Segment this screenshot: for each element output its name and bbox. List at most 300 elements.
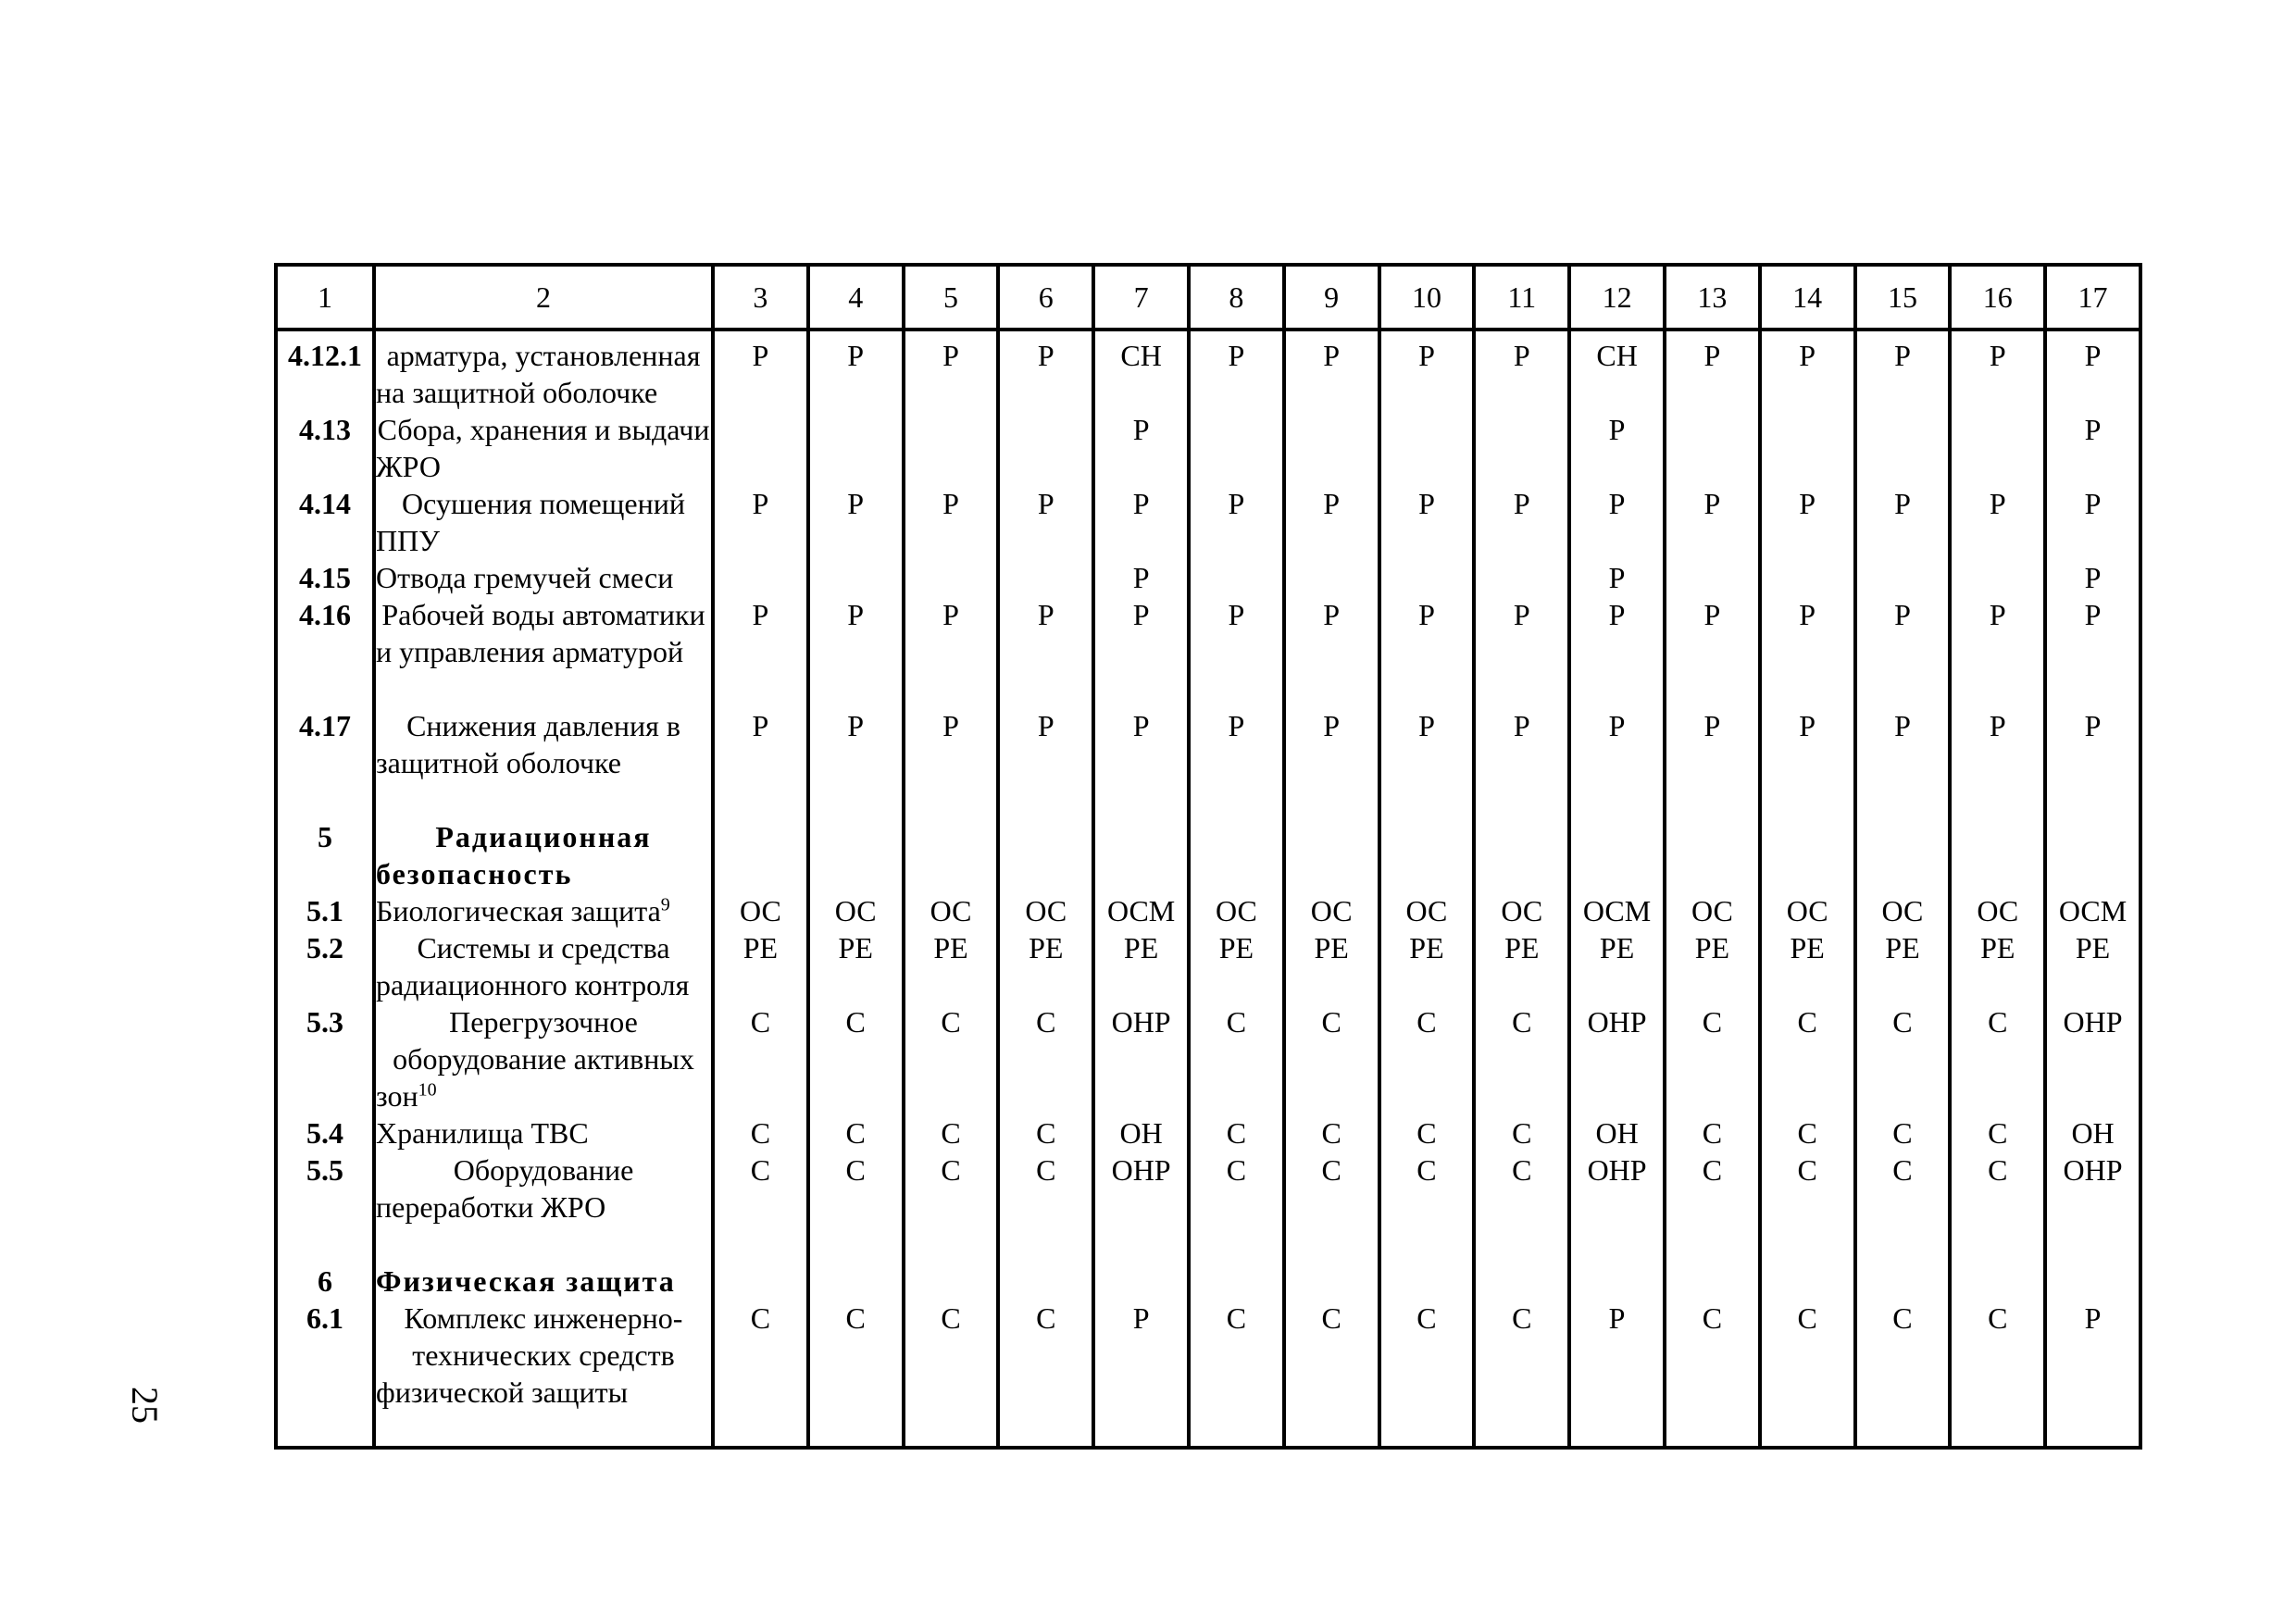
value-cell-col-8: С bbox=[1189, 1003, 1284, 1114]
value-cell-col-9: Р bbox=[1284, 330, 1379, 411]
value-cell-col-9: С bbox=[1284, 1114, 1379, 1151]
value-cell-col-17: ОНР bbox=[2045, 1003, 2140, 1114]
value-cell-col-8: Р bbox=[1189, 485, 1284, 559]
value-cell-col-9: С bbox=[1284, 1003, 1379, 1114]
value-cell-col-14: С bbox=[1760, 1114, 1855, 1151]
value-cell-col-11: С bbox=[1474, 1114, 1569, 1151]
row-number: 4.17 bbox=[276, 707, 374, 781]
value-cell-col-5 bbox=[904, 781, 999, 818]
value-cell-col-9: С bbox=[1284, 1300, 1379, 1448]
value-cell-col-15: С bbox=[1855, 1300, 1951, 1448]
value-cell-col-11: Р bbox=[1474, 596, 1569, 707]
value-cell-col-5 bbox=[904, 1263, 999, 1300]
value-cell-col-15: Р bbox=[1855, 707, 1951, 781]
value-cell-col-16: С bbox=[1950, 1003, 2045, 1114]
row-number: 4.13 bbox=[276, 411, 374, 485]
value-cell-col-9 bbox=[1284, 1263, 1379, 1300]
row-name-text: Отвода гремучей смеси bbox=[376, 561, 674, 594]
value-cell-col-5: С bbox=[904, 1114, 999, 1151]
value-cell-col-4 bbox=[808, 1226, 904, 1263]
row-number: 4.14 bbox=[276, 485, 374, 559]
value-cell-col-13 bbox=[1665, 781, 1760, 818]
row-number: 5.3 bbox=[276, 1003, 374, 1114]
value-cell-col-10: С bbox=[1379, 1300, 1475, 1448]
column-header-8: 8 bbox=[1189, 265, 1284, 330]
table-row bbox=[276, 559, 2140, 596]
value-cell-col-10: ОС bbox=[1379, 892, 1475, 929]
row-number bbox=[276, 1226, 374, 1263]
value-cell-col-12: СН bbox=[1569, 330, 1665, 411]
value-cell-col-8 bbox=[1189, 559, 1284, 596]
value-cell-col-17: Р bbox=[2045, 330, 2140, 411]
value-cell-col-11: С bbox=[1474, 1300, 1569, 1448]
column-header-6: 6 bbox=[998, 265, 1093, 330]
value-cell-col-16 bbox=[1950, 1226, 2045, 1263]
value-cell-col-7 bbox=[1093, 1263, 1189, 1300]
row-name-text: Комплекс инженерно-технических средств физической защиты bbox=[376, 1301, 683, 1409]
value-cell-col-15: Р bbox=[1855, 596, 1951, 707]
value-cell-col-3: Р bbox=[713, 330, 808, 411]
value-cell-col-15: РЕ bbox=[1855, 929, 1951, 1003]
column-header-11: 11 bbox=[1474, 265, 1569, 330]
value-cell-col-6 bbox=[998, 411, 1093, 485]
value-cell-col-10: Р bbox=[1379, 707, 1475, 781]
value-cell-col-4: Р bbox=[808, 330, 904, 411]
value-cell-col-5 bbox=[904, 411, 999, 485]
value-cell-col-9: Р bbox=[1284, 707, 1379, 781]
value-cell-col-10 bbox=[1379, 1226, 1475, 1263]
table-row bbox=[276, 818, 2140, 892]
value-cell-col-13 bbox=[1665, 1226, 1760, 1263]
value-cell-col-6 bbox=[998, 559, 1093, 596]
value-cell-col-9 bbox=[1284, 411, 1379, 485]
value-cell-col-9: Р bbox=[1284, 485, 1379, 559]
value-cell-col-5: С bbox=[904, 1003, 999, 1114]
value-cell-col-17 bbox=[2045, 1263, 2140, 1300]
column-header-3: 3 bbox=[713, 265, 808, 330]
value-cell-col-16: Р bbox=[1950, 485, 2045, 559]
row-name bbox=[374, 707, 713, 781]
value-cell-col-7: Р bbox=[1093, 596, 1189, 707]
row-name-text: Оборудование переработки ЖРО bbox=[376, 1153, 634, 1224]
value-cell-col-6 bbox=[998, 818, 1093, 892]
row-name bbox=[374, 559, 713, 596]
value-cell-col-14: С bbox=[1760, 1151, 1855, 1226]
value-cell-col-3: Р bbox=[713, 485, 808, 559]
value-cell-col-10: С bbox=[1379, 1003, 1475, 1114]
value-cell-col-13: С bbox=[1665, 1114, 1760, 1151]
table-row bbox=[276, 411, 2140, 485]
value-cell-col-11: С bbox=[1474, 1151, 1569, 1226]
value-cell-col-5 bbox=[904, 818, 999, 892]
row-name-text: Биологическая защита bbox=[376, 894, 661, 927]
value-cell-col-7 bbox=[1093, 818, 1189, 892]
value-cell-col-14: Р bbox=[1760, 707, 1855, 781]
value-cell-col-7 bbox=[1093, 781, 1189, 818]
value-cell-col-10 bbox=[1379, 411, 1475, 485]
column-header-16: 16 bbox=[1950, 265, 2045, 330]
value-cell-col-12: Р bbox=[1569, 411, 1665, 485]
value-cell-col-12: Р bbox=[1569, 707, 1665, 781]
value-cell-col-4: С bbox=[808, 1300, 904, 1448]
value-cell-col-8: Р bbox=[1189, 596, 1284, 707]
row-name-text: Радиационная безопасность bbox=[376, 820, 652, 890]
footnote-mark: 10 bbox=[418, 1079, 437, 1101]
value-cell-col-7: ОНР bbox=[1093, 1151, 1189, 1226]
value-cell-col-7: Р bbox=[1093, 1300, 1189, 1448]
column-header-17: 17 bbox=[2045, 265, 2140, 330]
value-cell-col-3: С bbox=[713, 1151, 808, 1226]
value-cell-col-11 bbox=[1474, 1226, 1569, 1263]
value-cell-col-8: ОС bbox=[1189, 892, 1284, 929]
value-cell-col-14: С bbox=[1760, 1300, 1855, 1448]
value-cell-col-5: РЕ bbox=[904, 929, 999, 1003]
table-row bbox=[276, 892, 2140, 929]
row-name bbox=[374, 781, 713, 818]
value-cell-col-16: С bbox=[1950, 1151, 2045, 1226]
value-cell-col-17: Р bbox=[2045, 559, 2140, 596]
table-row bbox=[276, 1151, 2140, 1226]
row-name-text: арматура, установленная на защитной оболочке bbox=[376, 339, 701, 409]
value-cell-col-14 bbox=[1760, 781, 1855, 818]
value-cell-col-17 bbox=[2045, 1226, 2140, 1263]
value-cell-col-12 bbox=[1569, 781, 1665, 818]
value-cell-col-13: Р bbox=[1665, 596, 1760, 707]
value-cell-col-9: С bbox=[1284, 1151, 1379, 1226]
value-cell-col-17 bbox=[2045, 818, 2140, 892]
value-cell-col-5: Р bbox=[904, 330, 999, 411]
table-row bbox=[276, 1003, 2140, 1114]
row-name bbox=[374, 411, 713, 485]
value-cell-col-7: РЕ bbox=[1093, 929, 1189, 1003]
value-cell-col-9: РЕ bbox=[1284, 929, 1379, 1003]
value-cell-col-12 bbox=[1569, 818, 1665, 892]
table-row bbox=[276, 1114, 2140, 1151]
row-name-text: Осушения помещений ППУ bbox=[376, 487, 685, 557]
table-row bbox=[276, 330, 2140, 411]
value-cell-col-15 bbox=[1855, 1263, 1951, 1300]
value-cell-col-16: Р bbox=[1950, 596, 2045, 707]
row-name-text: Физическая защита bbox=[376, 1264, 676, 1298]
value-cell-col-3 bbox=[713, 559, 808, 596]
value-cell-col-13: Р bbox=[1665, 707, 1760, 781]
value-cell-col-15 bbox=[1855, 411, 1951, 485]
value-cell-col-8 bbox=[1189, 781, 1284, 818]
row-number: 4.15 bbox=[276, 559, 374, 596]
value-cell-col-10: С bbox=[1379, 1114, 1475, 1151]
table-row bbox=[276, 707, 2140, 781]
column-header-15: 15 bbox=[1855, 265, 1951, 330]
value-cell-col-8 bbox=[1189, 1226, 1284, 1263]
table-header-row bbox=[276, 265, 2140, 330]
value-cell-col-5: ОС bbox=[904, 892, 999, 929]
table-row bbox=[276, 781, 2140, 818]
row-name bbox=[374, 1300, 713, 1448]
value-cell-col-17: Р bbox=[2045, 707, 2140, 781]
value-cell-col-14: Р bbox=[1760, 330, 1855, 411]
value-cell-col-15: С bbox=[1855, 1114, 1951, 1151]
row-number bbox=[276, 781, 374, 818]
value-cell-col-14 bbox=[1760, 411, 1855, 485]
value-cell-col-12: Р bbox=[1569, 596, 1665, 707]
value-cell-col-16: С bbox=[1950, 1300, 2045, 1448]
value-cell-col-4 bbox=[808, 781, 904, 818]
row-name bbox=[374, 1226, 713, 1263]
value-cell-col-17: Р bbox=[2045, 411, 2140, 485]
value-cell-col-12: Р bbox=[1569, 1300, 1665, 1448]
value-cell-col-9 bbox=[1284, 781, 1379, 818]
value-cell-col-15: Р bbox=[1855, 485, 1951, 559]
row-number: 5.2 bbox=[276, 929, 374, 1003]
value-cell-col-14: Р bbox=[1760, 485, 1855, 559]
value-cell-col-11: ОС bbox=[1474, 892, 1569, 929]
value-cell-col-11 bbox=[1474, 781, 1569, 818]
table-row bbox=[276, 596, 2140, 707]
value-cell-col-11 bbox=[1474, 411, 1569, 485]
value-cell-col-4 bbox=[808, 818, 904, 892]
column-header-13: 13 bbox=[1665, 265, 1760, 330]
row-number: 6 bbox=[276, 1263, 374, 1300]
value-cell-col-6: С bbox=[998, 1300, 1093, 1448]
row-name bbox=[374, 892, 713, 929]
value-cell-col-6: Р bbox=[998, 330, 1093, 411]
value-cell-col-7: Р bbox=[1093, 559, 1189, 596]
value-cell-col-13 bbox=[1665, 1263, 1760, 1300]
row-number: 5.1 bbox=[276, 892, 374, 929]
value-cell-col-13 bbox=[1665, 411, 1760, 485]
value-cell-col-3 bbox=[713, 411, 808, 485]
column-header-5: 5 bbox=[904, 265, 999, 330]
value-cell-col-9 bbox=[1284, 1226, 1379, 1263]
value-cell-col-13: ОС bbox=[1665, 892, 1760, 929]
value-cell-col-17: Р bbox=[2045, 1300, 2140, 1448]
value-cell-col-16 bbox=[1950, 818, 2045, 892]
value-cell-col-15 bbox=[1855, 781, 1951, 818]
value-cell-col-13: Р bbox=[1665, 330, 1760, 411]
value-cell-col-11: С bbox=[1474, 1003, 1569, 1114]
value-cell-col-15 bbox=[1855, 818, 1951, 892]
value-cell-col-8: С bbox=[1189, 1151, 1284, 1226]
row-name-text: Хранилища ТВС bbox=[376, 1116, 589, 1150]
column-header-9: 9 bbox=[1284, 265, 1379, 330]
value-cell-col-11 bbox=[1474, 1263, 1569, 1300]
value-cell-col-6: ОС bbox=[998, 892, 1093, 929]
value-cell-col-6: С bbox=[998, 1003, 1093, 1114]
value-cell-col-10: Р bbox=[1379, 596, 1475, 707]
column-header-4: 4 bbox=[808, 265, 904, 330]
value-cell-col-3: Р bbox=[713, 707, 808, 781]
value-cell-col-6: Р bbox=[998, 596, 1093, 707]
row-name-text: Рабочей воды автоматики и управления арматурой bbox=[376, 598, 705, 668]
value-cell-col-7: Р bbox=[1093, 707, 1189, 781]
value-cell-col-9: ОС bbox=[1284, 892, 1379, 929]
table-row bbox=[276, 1226, 2140, 1263]
value-cell-col-3: РЕ bbox=[713, 929, 808, 1003]
value-cell-col-16 bbox=[1950, 411, 2045, 485]
value-cell-col-16: Р bbox=[1950, 330, 2045, 411]
value-cell-col-5: С bbox=[904, 1300, 999, 1448]
value-cell-col-5: С bbox=[904, 1151, 999, 1226]
value-cell-col-8: С bbox=[1189, 1114, 1284, 1151]
value-cell-col-15: С bbox=[1855, 1003, 1951, 1114]
value-cell-col-7: ОН bbox=[1093, 1114, 1189, 1151]
value-cell-col-7: СН bbox=[1093, 330, 1189, 411]
value-cell-col-15 bbox=[1855, 559, 1951, 596]
value-cell-col-11: РЕ bbox=[1474, 929, 1569, 1003]
column-header-2: 2 bbox=[374, 265, 713, 330]
value-cell-col-3: С bbox=[713, 1003, 808, 1114]
value-cell-col-11: Р bbox=[1474, 330, 1569, 411]
row-number: 4.12.1 bbox=[276, 330, 374, 411]
value-cell-col-6 bbox=[998, 1263, 1093, 1300]
row-name bbox=[374, 1151, 713, 1226]
row-number: 5.4 bbox=[276, 1114, 374, 1151]
row-number: 5 bbox=[276, 818, 374, 892]
value-cell-col-17: Р bbox=[2045, 596, 2140, 707]
value-cell-col-17: ОН bbox=[2045, 1114, 2140, 1151]
row-number: 5.5 bbox=[276, 1151, 374, 1226]
value-cell-col-12 bbox=[1569, 1226, 1665, 1263]
value-cell-col-11: Р bbox=[1474, 707, 1569, 781]
value-cell-col-8: С bbox=[1189, 1300, 1284, 1448]
value-cell-col-6: Р bbox=[998, 485, 1093, 559]
value-cell-col-10: Р bbox=[1379, 485, 1475, 559]
value-cell-col-15: ОС bbox=[1855, 892, 1951, 929]
value-cell-col-13: Р bbox=[1665, 485, 1760, 559]
value-cell-col-5: Р bbox=[904, 485, 999, 559]
value-cell-col-13: С bbox=[1665, 1003, 1760, 1114]
value-cell-col-5: Р bbox=[904, 707, 999, 781]
value-cell-col-10 bbox=[1379, 818, 1475, 892]
value-cell-col-12: Р bbox=[1569, 485, 1665, 559]
value-cell-col-12: ОН bbox=[1569, 1114, 1665, 1151]
table-body bbox=[276, 330, 2140, 1448]
value-cell-col-9 bbox=[1284, 818, 1379, 892]
row-name bbox=[374, 485, 713, 559]
value-cell-col-10 bbox=[1379, 781, 1475, 818]
value-cell-col-14 bbox=[1760, 559, 1855, 596]
row-name bbox=[374, 1114, 713, 1151]
value-cell-col-9 bbox=[1284, 559, 1379, 596]
value-cell-col-12: РЕ bbox=[1569, 929, 1665, 1003]
value-cell-col-17: Р bbox=[2045, 485, 2140, 559]
value-cell-col-12 bbox=[1569, 1263, 1665, 1300]
value-cell-col-8 bbox=[1189, 411, 1284, 485]
value-cell-col-17: РЕ bbox=[2045, 929, 2140, 1003]
value-cell-col-6 bbox=[998, 1226, 1093, 1263]
value-cell-col-13: РЕ bbox=[1665, 929, 1760, 1003]
value-cell-col-3 bbox=[713, 781, 808, 818]
column-header-10: 10 bbox=[1379, 265, 1475, 330]
page-number: 25 bbox=[124, 1387, 166, 1424]
value-cell-col-10: С bbox=[1379, 1151, 1475, 1226]
value-cell-col-3: С bbox=[713, 1300, 808, 1448]
value-cell-col-3 bbox=[713, 1263, 808, 1300]
value-cell-col-5 bbox=[904, 559, 999, 596]
table-row bbox=[276, 1263, 2140, 1300]
value-cell-col-13 bbox=[1665, 559, 1760, 596]
row-name bbox=[374, 330, 713, 411]
value-cell-col-14 bbox=[1760, 818, 1855, 892]
value-cell-col-4: РЕ bbox=[808, 929, 904, 1003]
value-cell-col-4: ОС bbox=[808, 892, 904, 929]
value-cell-col-16: РЕ bbox=[1950, 929, 2045, 1003]
value-cell-col-12: ОНР bbox=[1569, 1003, 1665, 1114]
row-name bbox=[374, 818, 713, 892]
row-name bbox=[374, 1263, 713, 1300]
value-cell-col-4: С bbox=[808, 1151, 904, 1226]
value-cell-col-8: РЕ bbox=[1189, 929, 1284, 1003]
value-cell-col-8: Р bbox=[1189, 330, 1284, 411]
column-header-14: 14 bbox=[1760, 265, 1855, 330]
value-cell-col-16 bbox=[1950, 1263, 2045, 1300]
value-cell-col-6: РЕ bbox=[998, 929, 1093, 1003]
value-cell-col-8: Р bbox=[1189, 707, 1284, 781]
value-cell-col-7: ОСМ bbox=[1093, 892, 1189, 929]
row-name-text: Снижения давления в защитной оболочке bbox=[376, 709, 680, 779]
value-cell-col-9: Р bbox=[1284, 596, 1379, 707]
value-cell-col-4: С bbox=[808, 1114, 904, 1151]
value-cell-col-6 bbox=[998, 781, 1093, 818]
value-cell-col-7 bbox=[1093, 1226, 1189, 1263]
value-cell-col-10 bbox=[1379, 559, 1475, 596]
value-cell-col-15 bbox=[1855, 1226, 1951, 1263]
value-cell-col-8 bbox=[1189, 1263, 1284, 1300]
column-header-7: 7 bbox=[1093, 265, 1189, 330]
requirements-table bbox=[274, 263, 2142, 1450]
value-cell-col-11 bbox=[1474, 818, 1569, 892]
row-name-text: Сбора, хранения и выдачи ЖРО bbox=[376, 413, 710, 483]
value-cell-col-15: С bbox=[1855, 1151, 1951, 1226]
value-cell-col-14 bbox=[1760, 1263, 1855, 1300]
value-cell-col-13: С bbox=[1665, 1151, 1760, 1226]
value-cell-col-11: Р bbox=[1474, 485, 1569, 559]
row-name-text: Системы и средства радиационного контроля bbox=[376, 931, 690, 1002]
row-number: 6.1 bbox=[276, 1300, 374, 1448]
value-cell-col-14: ОС bbox=[1760, 892, 1855, 929]
value-cell-col-13: С bbox=[1665, 1300, 1760, 1448]
value-cell-col-7: Р bbox=[1093, 485, 1189, 559]
table-row bbox=[276, 485, 2140, 559]
value-cell-col-3: ОС bbox=[713, 892, 808, 929]
value-cell-col-14: РЕ bbox=[1760, 929, 1855, 1003]
value-cell-col-5 bbox=[904, 1226, 999, 1263]
value-cell-col-16 bbox=[1950, 559, 2045, 596]
value-cell-col-16: С bbox=[1950, 1114, 2045, 1151]
value-cell-col-10: РЕ bbox=[1379, 929, 1475, 1003]
value-cell-col-17: ОСМ bbox=[2045, 892, 2140, 929]
value-cell-col-10: Р bbox=[1379, 330, 1475, 411]
value-cell-col-14: Р bbox=[1760, 596, 1855, 707]
row-name bbox=[374, 1003, 713, 1114]
row-name-text: Перегрузочное оборудование активных зон bbox=[376, 1005, 694, 1113]
value-cell-col-12: ОНР bbox=[1569, 1151, 1665, 1226]
value-cell-col-6: Р bbox=[998, 707, 1093, 781]
value-cell-col-4: С bbox=[808, 1003, 904, 1114]
value-cell-col-16: ОС bbox=[1950, 892, 2045, 929]
value-cell-col-4 bbox=[808, 411, 904, 485]
value-cell-col-6: С bbox=[998, 1114, 1093, 1151]
column-header-12: 12 bbox=[1569, 265, 1665, 330]
value-cell-col-8 bbox=[1189, 818, 1284, 892]
value-cell-col-13 bbox=[1665, 818, 1760, 892]
table-row bbox=[276, 929, 2140, 1003]
value-cell-col-4 bbox=[808, 1263, 904, 1300]
table-row bbox=[276, 1300, 2140, 1448]
value-cell-col-6: С bbox=[998, 1151, 1093, 1226]
value-cell-col-3 bbox=[713, 818, 808, 892]
row-name bbox=[374, 596, 713, 707]
